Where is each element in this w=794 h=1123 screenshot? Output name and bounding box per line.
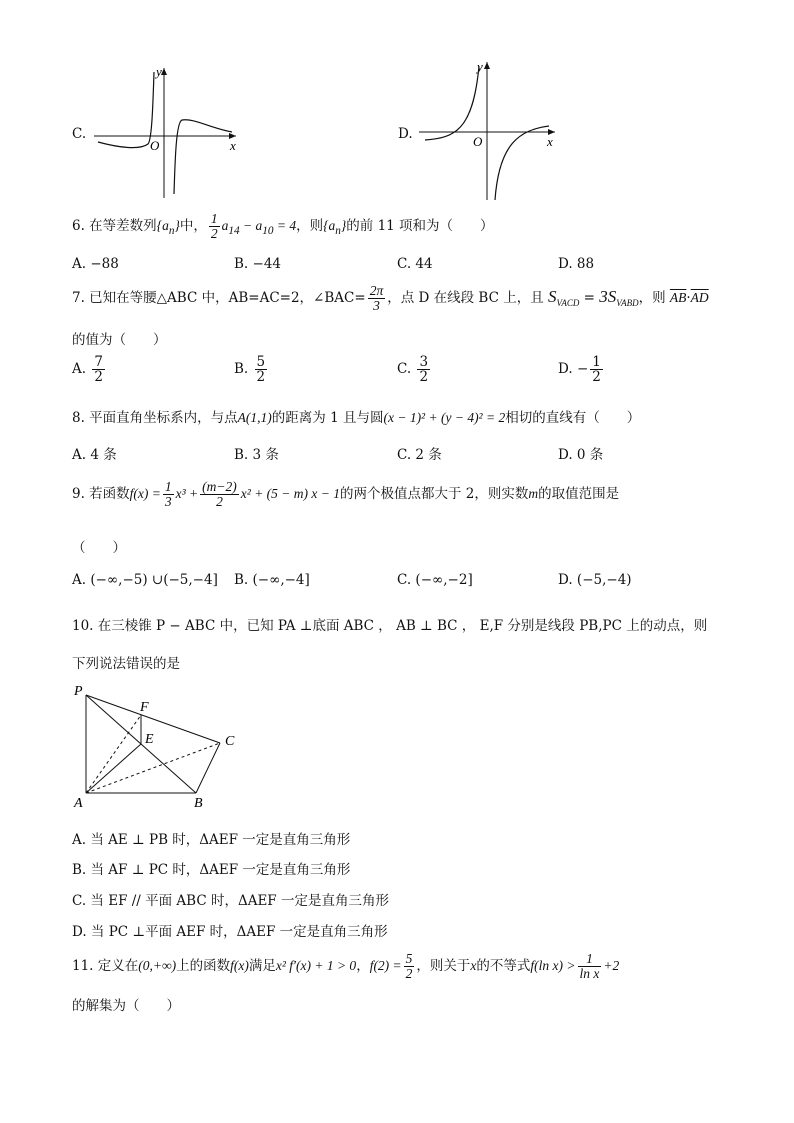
q7-option-c: C. $\frac{3}{2}$	[397, 354, 429, 386]
label-b: B	[194, 796, 203, 811]
label-p: P	[74, 684, 83, 699]
q7-option-b: B. $\frac{5}{2}$	[234, 354, 266, 386]
graph-d-y: y	[477, 59, 483, 74]
q10-stem-line2: 下列说法错误的是	[72, 656, 180, 672]
q10-option-c: C. 当 EF // 平面 ABC 时，ΔAEF 一定是直角三角形	[72, 893, 389, 909]
q11-stem-line2: 的解集为（ ）	[72, 998, 180, 1014]
q7-stem: 7. 已知在等腰△ABC 中，AB=AC=2，∠BAC= $\frac{2\pi}{3}$ ，点 D 在线段 BC 上，且 $S_{VACD} = 3S_{VABD}$，则 $\overline{AB}\cdot\overline{AD}$	[72, 283, 709, 314]
graph-c-origin: O	[150, 138, 160, 153]
q8-option-a: A. 4 条	[72, 447, 117, 463]
q9-option-d: D. (−5,−4)	[558, 572, 632, 588]
graph-d	[415, 58, 565, 204]
q10-option-d: D. 当 PC ⊥平面 AEF 时，ΔAEF 一定是直角三角形	[72, 924, 388, 940]
q11-stem: 11. 定义在(0,+∞)上的函数f(x)满足x² f′(x) + 1 > 0，f(2) = $\frac{5}{2}$ ，则关于x的不等式f(ln x) > $\frac{1}{\text{ln x}}$ +2	[72, 951, 620, 982]
label-e: E	[145, 732, 154, 747]
q9-option-c: C. (−∞,−2]	[397, 572, 473, 588]
graph-c-y: y	[156, 64, 162, 79]
graph-c-x: x	[230, 138, 236, 153]
q7-vector-ab: $\overline{AB}$	[669, 290, 687, 306]
q10-stem-line1: 10. 在三棱锥 P − ABC 中，已知 PA ⊥底面 ABC ， AB ⊥ BC ， E,F 分别是线段 PB,PC 上的动点，则	[72, 618, 708, 634]
q9-option-a: A. (−∞,−5) ∪(−5,−4]	[72, 572, 218, 588]
q10-option-b: B. 当 AF ⊥ PC 时，ΔAEF 一定是直角三角形	[72, 862, 351, 878]
q8-option-d: D. 0 条	[558, 447, 604, 463]
q6-option-a: A. −88	[72, 256, 119, 272]
q6-option-b: B. −44	[234, 256, 281, 272]
q9-option-b: B. (−∞,−4]	[234, 572, 310, 588]
q6-option-d: D. 88	[558, 256, 595, 272]
label-f: F	[140, 700, 149, 715]
q9-stem: 9. 若函数f(x) = $\frac{1}{3}$ x³ + $\frac{(m-2)}{2}$ x² + (5 − m) x − 1的两个极值点都大于 2，则实数m的取值范围是	[72, 479, 620, 510]
q7-option-a: A. $\frac{7}{2}$	[72, 354, 103, 386]
q6-option-c: C. 44	[397, 256, 433, 272]
label-c: C	[225, 734, 235, 749]
graph-d-label: D.	[398, 126, 413, 142]
q7-vector-ad: $\overline{AD}$	[690, 290, 709, 306]
q8-option-b: B. 3 条	[234, 447, 279, 463]
label-a: A	[74, 796, 83, 811]
graph-c-label: C.	[72, 126, 87, 142]
q8-stem: 8. 平面直角坐标系内，与点A(1,1)的距离为 1 且与圆(x − 1)² + (y − 4)² = 2相切的直线有（ ）	[72, 410, 641, 426]
q6-stem: 6. 在等差数列$\{a_n\}$中， $\frac{1}{2}$ $a_{14} - a_{10} = 4$，则$\{a_n\}$的前 11 项和为（ ）	[72, 211, 494, 242]
graph-d-origin: O	[473, 134, 483, 149]
graph-c	[90, 62, 250, 202]
q8-option-c: C. 2 条	[397, 447, 442, 463]
pyramid-figure	[70, 683, 250, 813]
q7-option-d: D. − $\frac{1}{2}$	[558, 354, 601, 386]
graph-d-x: x	[547, 134, 553, 149]
q9-paren: （ ）	[72, 540, 126, 556]
q10-option-a: A. 当 AE ⊥ PB 时，ΔAEF 一定是直角三角形	[72, 832, 351, 848]
q7-stem-line2: 的值为（ ）	[72, 332, 167, 348]
